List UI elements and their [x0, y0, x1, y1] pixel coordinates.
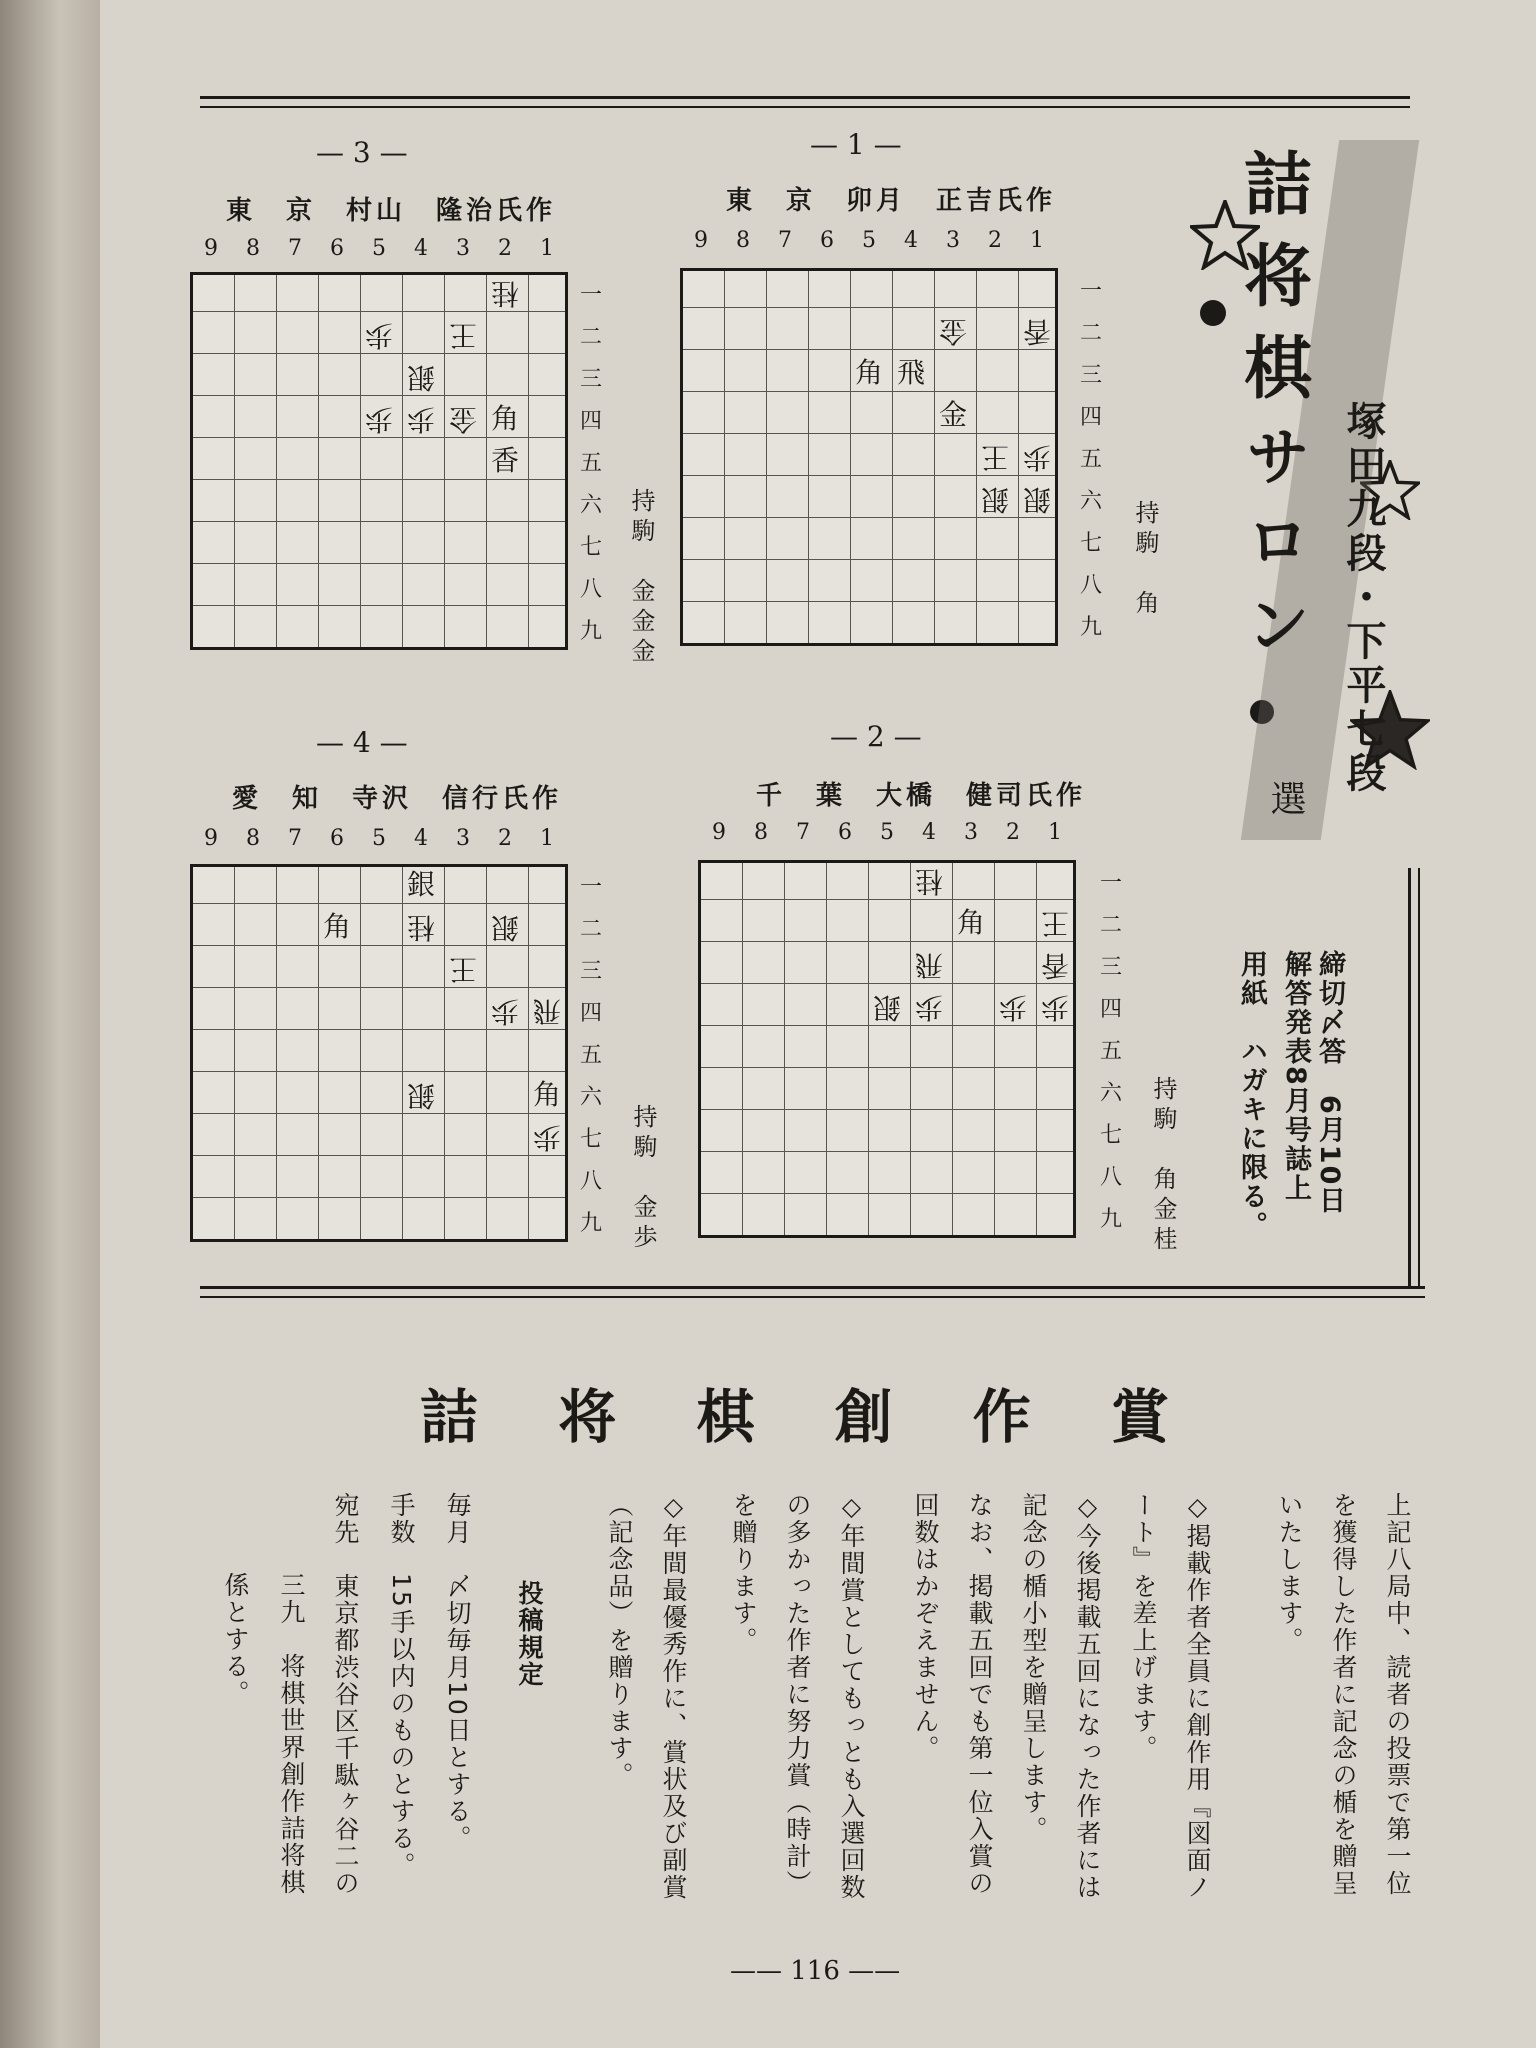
shogi-piece: 桂 [491, 277, 520, 310]
shogi-piece: 香 [490, 444, 519, 477]
salon-title [1230, 120, 1410, 860]
top-rule-thin [200, 106, 1410, 108]
file-label: 1 [540, 236, 554, 261]
pieces-in-hand [626, 1104, 661, 1254]
middle-rule-thin [200, 1296, 1425, 1298]
rank-label: 二 [1079, 321, 1102, 346]
file-label: 2 [498, 236, 512, 261]
page-number: —— 116 —— [730, 1956, 901, 1986]
selectors-names: 塚田九段・下平七段 [1340, 400, 1386, 796]
file-label: 2 [1006, 820, 1020, 845]
file-label: 4 [414, 236, 428, 261]
rank-label: 二 [1099, 913, 1122, 938]
hand-label: 持駒 [629, 1104, 657, 1164]
file-label: 7 [796, 820, 810, 845]
hand-pieces: 角 [1131, 590, 1159, 620]
shogi-board [698, 860, 1076, 1238]
shogi-piece: 歩 [491, 995, 520, 1028]
shogi-piece: 香 [1023, 315, 1052, 348]
file-label: 9 [204, 236, 218, 261]
shogi-piece: 歩 [999, 991, 1028, 1024]
shogi-piece: 飛 [915, 949, 944, 982]
rank-label: 八 [579, 1169, 602, 1194]
problem-author: 千 葉 大橋 健司氏作 [756, 781, 1087, 811]
rank-label: 一 [1079, 279, 1102, 304]
file-label: 8 [754, 820, 768, 845]
rank-label: 七 [579, 1127, 602, 1152]
award-line: ◇掲載作者全員に創作用『図面ノ [1183, 1492, 1212, 1901]
shogi-piece: 王 [981, 441, 1010, 474]
award-line: ◇今後掲載五回になった作者には [1073, 1492, 1102, 1901]
rank-label: 一 [579, 283, 602, 308]
rank-labels [1076, 268, 1106, 646]
rank-label: 七 [1079, 531, 1102, 556]
award-line: を獲得した作者に記念の楯を贈呈 [1329, 1492, 1358, 1897]
title-char: サ [1246, 421, 1309, 494]
rank-label: 三 [579, 959, 602, 984]
rank-label: 九 [1079, 615, 1102, 640]
award-heading: 詰 将 棋 創 作 賞 [420, 1383, 1199, 1451]
rank-label: 一 [579, 875, 602, 900]
award-line: ート』を差上げます。 [1129, 1492, 1158, 1762]
file-label: 6 [838, 820, 852, 845]
file-label: 9 [712, 820, 726, 845]
shogi-piece: 角 [532, 1078, 561, 1111]
file-label: 5 [880, 820, 894, 845]
award-line: 回数はかぞえません。 [911, 1492, 940, 1762]
file-label: 6 [330, 236, 344, 261]
shogi-piece: 銀 [406, 868, 435, 901]
file-label: 6 [330, 826, 344, 851]
problem-number: — 4 — [316, 726, 408, 759]
rank-label: 五 [1099, 1039, 1122, 1064]
middle-rule [200, 1286, 1425, 1289]
pieces-in-hand [1146, 1076, 1181, 1256]
file-labels [190, 236, 568, 266]
shogi-piece: 金 [939, 315, 968, 348]
file-label: 3 [964, 820, 978, 845]
hand-pieces: 金金金 [627, 578, 655, 668]
submission-line: 宛先 東京都渋谷区千駄ヶ谷二の [331, 1492, 360, 1897]
award-line: （記念品）を贈ります。 [605, 1492, 634, 1789]
rank-labels [576, 864, 606, 1242]
notice-box-left-thin [1418, 868, 1420, 1288]
file-label: 8 [246, 826, 260, 851]
shogi-piece: 飛 [896, 356, 925, 389]
hand-label: 持駒 [627, 488, 655, 548]
title-char: 詰 [1243, 146, 1312, 225]
award-line: を贈ります。 [729, 1492, 758, 1654]
file-label: 3 [946, 228, 960, 253]
shogi-piece: 歩 [407, 403, 436, 436]
rank-label: 四 [1099, 997, 1122, 1022]
title-char: ロ [1246, 505, 1309, 578]
shogi-piece: 銀 [491, 911, 520, 944]
title-char: ン [1246, 589, 1309, 662]
file-labels [680, 228, 1058, 258]
shogi-board [680, 268, 1058, 646]
shogi-piece: 歩 [365, 403, 394, 436]
file-labels [698, 820, 1076, 850]
rank-label: 四 [1079, 405, 1102, 430]
file-label: 3 [456, 826, 470, 851]
file-label: 1 [540, 826, 554, 851]
rank-label: 二 [579, 917, 602, 942]
notice-paper: 用紙 ハガキに限る。 [1236, 950, 1267, 1240]
file-label: 9 [694, 228, 708, 253]
award-line: ◇年間最優秀作に、賞状及び副賞 [659, 1492, 688, 1901]
file-label: 4 [904, 228, 918, 253]
rank-label: 五 [579, 1043, 602, 1068]
shogi-piece: 角 [956, 906, 985, 939]
rank-label: 六 [579, 493, 602, 518]
rank-label: 八 [1079, 573, 1102, 598]
submission-line: 三九 将棋世界創作詰将棋 [277, 1572, 306, 1896]
pieces-in-hand [624, 488, 659, 668]
file-label: 4 [922, 820, 936, 845]
file-label: 4 [414, 826, 428, 851]
shogi-piece: 角 [322, 910, 351, 943]
file-label: 2 [988, 228, 1002, 253]
file-label: 2 [498, 826, 512, 851]
shogi-board [190, 864, 568, 1242]
file-label: 5 [862, 228, 876, 253]
title-chars [1238, 140, 1318, 668]
submission-line: 係とする。 [221, 1572, 250, 1707]
rank-label: 四 [579, 409, 602, 434]
problem-author: 愛 知 寺沢 信行氏作 [232, 784, 563, 814]
shogi-piece: 王 [449, 953, 478, 986]
rank-label: 六 [1079, 489, 1102, 514]
rank-label: 五 [579, 451, 602, 476]
award-line: 記念の楯小型を贈呈します。 [1019, 1492, 1048, 1843]
rank-label: 一 [1099, 871, 1122, 896]
award-line: 上記八局中、読者の投票で第一位 [1383, 1492, 1412, 1897]
rank-label: 五 [1079, 447, 1102, 472]
award-line: いたします。 [1275, 1492, 1304, 1654]
award-line: の多かった作者に努力賞（時計） [783, 1492, 812, 1897]
rank-label: 三 [579, 367, 602, 392]
rank-label: 四 [579, 1001, 602, 1026]
shogi-piece: 金 [938, 398, 967, 431]
shogi-piece: 角 [854, 356, 883, 389]
shogi-piece: 香 [1041, 949, 1070, 982]
file-label: 6 [820, 228, 834, 253]
problem-number: — 2 — [830, 720, 922, 753]
shogi-piece: 銀 [873, 991, 902, 1024]
shogi-piece: 銀 [407, 361, 436, 394]
file-label: 7 [288, 826, 302, 851]
rank-label: 八 [1099, 1165, 1122, 1190]
file-label: 7 [288, 236, 302, 261]
shogi-board [190, 272, 568, 650]
title-char: 将 [1243, 238, 1312, 317]
shogi-piece: 歩 [915, 991, 944, 1024]
pieces-in-hand [1128, 500, 1163, 620]
title-char: 棋 [1243, 330, 1312, 409]
hand-pieces: 金歩 [629, 1194, 657, 1254]
submission-line: 毎月 〆切毎月10日とする。 [443, 1492, 472, 1852]
file-label: 1 [1030, 228, 1044, 253]
rank-label: 九 [1099, 1207, 1122, 1232]
shogi-piece: 銀 [407, 1079, 436, 1112]
hand-pieces: 角金桂 [1149, 1166, 1177, 1256]
file-label: 7 [778, 228, 792, 253]
rank-label: 六 [1099, 1081, 1122, 1106]
file-label: 1 [1048, 820, 1062, 845]
rank-label: 九 [579, 1211, 602, 1236]
file-label: 9 [204, 826, 218, 851]
shogi-piece: 王 [449, 319, 478, 352]
hand-label: 持駒 [1131, 500, 1159, 560]
rank-labels [576, 272, 606, 650]
file-label: 3 [456, 236, 470, 261]
notice-deadline: 締切〆答 6月10日 [1314, 950, 1345, 1216]
award-line: なお、掲載五回でも第一位入賞の [965, 1492, 994, 1897]
submission-line: 手数 15手以内のものとする。 [387, 1492, 416, 1879]
shogi-piece: 角 [490, 402, 519, 435]
shogi-piece: 銀 [981, 483, 1010, 516]
shogi-piece: 金 [449, 403, 478, 436]
shogi-piece: 歩 [1041, 991, 1070, 1024]
shogi-piece: 歩 [533, 1121, 562, 1154]
top-rule [200, 96, 1410, 99]
book-spine [0, 0, 100, 2048]
shogi-piece: 飛 [533, 995, 562, 1028]
shogi-piece: 桂 [407, 911, 436, 944]
rank-label: 三 [1079, 363, 1102, 388]
rank-labels [1096, 860, 1126, 1238]
rank-label: 三 [1099, 955, 1122, 980]
dot-icon [1200, 300, 1226, 326]
rank-label: 六 [579, 1085, 602, 1110]
notice-announce: 解答発表8月号誌上 [1280, 950, 1311, 1203]
hand-label: 持駒 [1149, 1076, 1177, 1136]
rank-label: 七 [1099, 1123, 1122, 1148]
problem-number: — 1 — [810, 128, 902, 161]
award-line: ◇年間賞としてもっとも入選回数 [837, 1492, 866, 1901]
notice-box-left [1408, 868, 1411, 1288]
file-label: 5 [372, 236, 386, 261]
shogi-piece: 歩 [365, 319, 394, 352]
rank-label: 七 [579, 535, 602, 560]
rank-label: 九 [579, 619, 602, 644]
rank-label: 八 [579, 577, 602, 602]
file-label: 8 [246, 236, 260, 261]
file-label: 5 [372, 826, 386, 851]
shogi-piece: 王 [1041, 907, 1070, 940]
file-label: 8 [736, 228, 750, 253]
rank-label: 二 [579, 325, 602, 350]
shogi-piece: 歩 [1023, 441, 1052, 474]
shogi-piece: 桂 [915, 865, 944, 898]
problem-author: 東 京 村山 隆治氏作 [226, 196, 557, 226]
problem-number: — 3 — [316, 136, 408, 169]
select-label: 選 [1265, 780, 1306, 816]
problem-author: 東 京 卯月 正吉氏作 [726, 186, 1057, 216]
submission-heading: 投稿規定 [515, 1580, 544, 1688]
file-labels [190, 826, 568, 856]
shogi-piece: 銀 [1023, 483, 1052, 516]
